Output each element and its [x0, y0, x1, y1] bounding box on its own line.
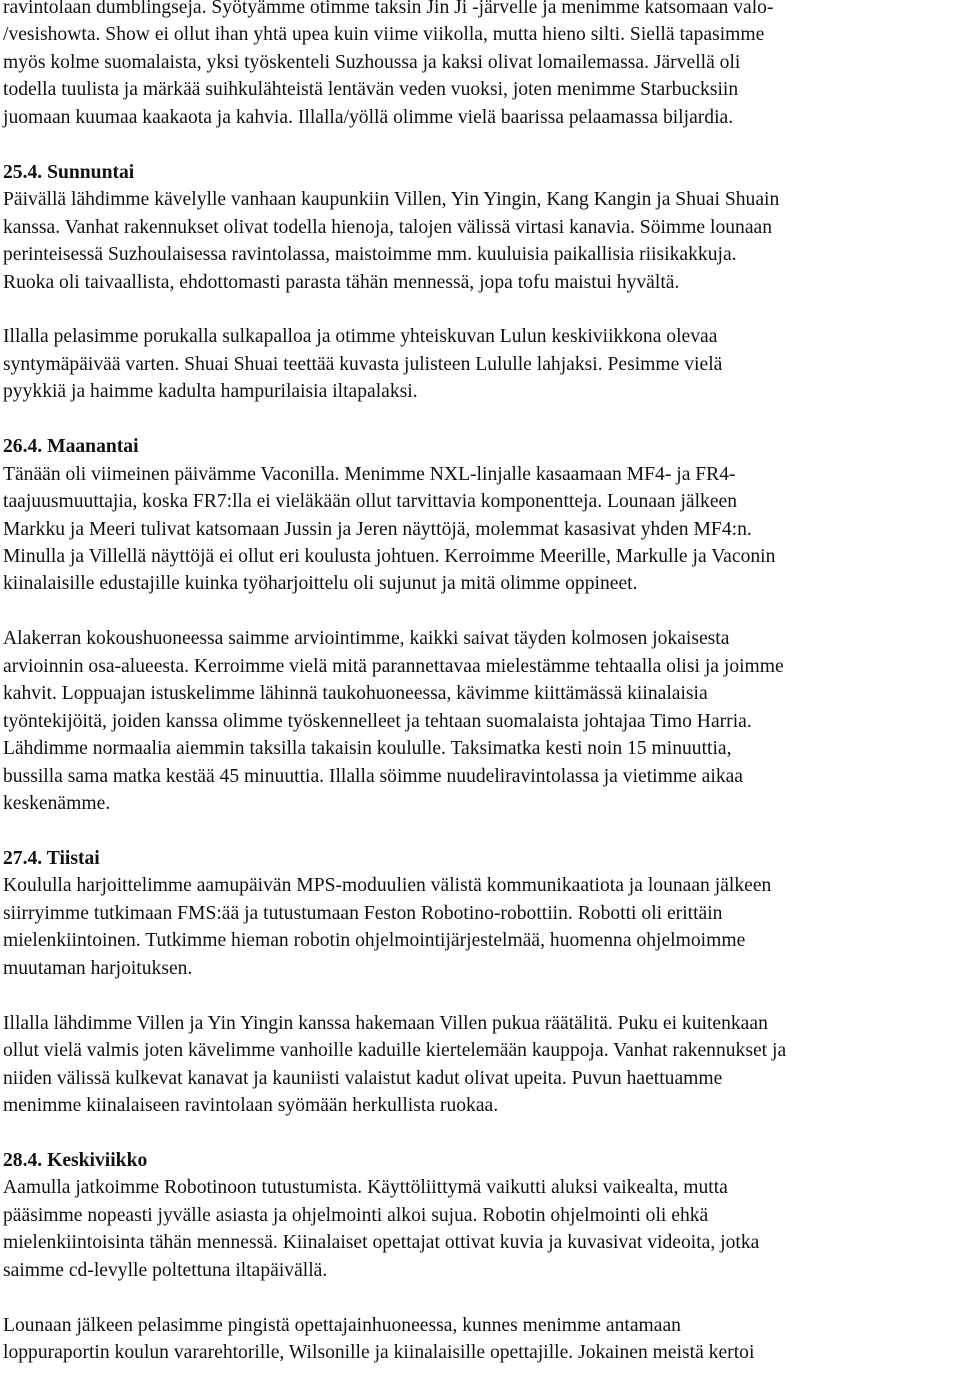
text-line: Markku ja Meeri tulivat katsomaan Jussin ja Jeren näyttöjä, molemmat kasasivat yhden MF4:n. [3, 518, 752, 540]
text-line: mielenkiintoisinta tähän mennessä. Kiinalaiset opettajat ottivat kuvia ja kuvasivat videoita, jotka [3, 1232, 760, 1254]
text-line: siirryimme tutkimaan FMS:ää ja tutustumaan Feston Robotino-robottiin. Robotti oli erittäin [3, 902, 723, 924]
paragraph [3, 1312, 955, 1367]
text-line: Päivällä lähdimme kävelylle vanhaan kaupunkiin Villen, Yin Yingin, Kang Kangin ja Shuai Shuain [3, 189, 780, 211]
text-line: menimme kiinalaiseen ravintolaan syömään herkullista ruokaa. [3, 1095, 499, 1117]
text-line: Alakerran kokoushuoneessa saimme arviointimme, kaikki saivat täyden kolmosen jokaisesta [3, 628, 730, 650]
section-wednesday [3, 1147, 955, 1284]
text-line: pyykkiä ja haimme kadulta hampurilaisia iltapalaksi. [3, 381, 418, 403]
text-line: Ruoka oli taivaallista, ehdottomasti parasta tähän mennessä, jopa tofu maistui hyvältä. [3, 271, 680, 293]
text-line: loppuraportin koulun vararehtorille, Wilsonille ja kiinalaisille opettajille. Jokainen meistä kertoi [3, 1342, 755, 1364]
text-line: työntekijöitä, joiden kanssa olimme työskennelleet ja tehtaan suomalaista johtajaa Timo Harria. [3, 710, 752, 732]
text-line: Koululla harjoittelimme aamupäivän MPS-moduulien välistä kommunikaatiota ja lounaan jälkeen [3, 875, 772, 897]
section-monday [3, 433, 955, 598]
document-page [3, 0, 955, 1394]
section-heading: 25.4. Sunnuntai [3, 161, 135, 183]
text-line: todella tuulista ja märkää suihkulähteistä lentävän veden vuoksi, joten menimme Starbucksiin [3, 79, 739, 101]
text-line: ravintolaan dumblingseja. Syötyämme otimme taksin Jin Ji -järvelle ja menimme katsomaan valo- [3, 0, 774, 18]
text-line: kiinalaisille edustajille kuinka työharjoittelu oli sujunut ja mitä olimme oppineet. [3, 573, 638, 595]
text-line: /vesishowta. Show ei ollut ihan yhtä upea kuin viime viikolla, mutta hieno silti. Siellä tapasimme [3, 24, 765, 46]
text-line: keskenämme. [3, 793, 111, 815]
text-line: juomaan kuumaa kaakaota ja kahvia. Illalla/yöllä olimme vielä baarissa pelaamassa biljardia. [3, 106, 734, 128]
text-line: muutaman harjoituksen. [3, 957, 193, 979]
text-line: kahvit. Loppuajan istuskelimme lähinnä taukohuoneessa, kävimme kiittämässä kiinalaisia [3, 683, 708, 705]
text-line: Illalla pelasimme porukalla sulkapalloa ja otimme yhteiskuvan Lulun keskiviikkona olevaa [3, 326, 718, 348]
text-line: kanssa. Vanhat rakennukset olivat todella hienoja, talojen välissä virtasi kanavia. Söimme lounaan [3, 216, 773, 238]
text-line: Minulla ja Villellä näyttöjä ei ollut eri koulusta johtuen. Kerroimme Meerille, Markulle ja Vaconin [3, 546, 776, 568]
text-line: bussilla sama matka kestää 45 minuuttia. Illalla söimme nuudeliravintolassa ja vietimme aikaa [3, 765, 744, 787]
paragraph [3, 625, 955, 817]
text-line: syntymäpäivää varten. Shuai Shuai teettää kuvasta julisteen Lululle lahjaksi. Pesimme vielä [3, 353, 723, 375]
text-line: arvioinnin osa-alueesta. Kerroimme vielä mitä parannettavaa mielestämme tehtaalla olisi ja joimme [3, 655, 784, 677]
paragraph [3, 0, 955, 131]
text-line: myös kolme suomalaista, yksi työskenteli Suzhoussa ja kaksi olivat lomailemassa. Järvellä oli [3, 51, 741, 73]
section-heading: 27.4. Tiistai [3, 847, 100, 869]
section-heading: 26.4. Maanantai [3, 436, 139, 458]
text-line: Illalla lähdimme Villen ja Yin Yingin kanssa hakemaan Villen pukua räätälitä. Puku ei kuitenkaan [3, 1012, 768, 1034]
text-line: ollut vielä valmis joten kävelimme vanhoille kaduille kiertelemään kauppoja. Vanhat rakennukset ja [3, 1040, 787, 1062]
text-line: Lounaan jälkeen pelasimme pingistä opettajainhuoneessa, kunnes menimme antamaan [3, 1314, 681, 1336]
text-line: saimme cd-levylle poltettuna iltapäivällä. [3, 1259, 328, 1281]
text-line: Tänään oli viimeinen päivämme Vaconilla. Menimme NXL-linjalle kasaamaan MF4- ja FR4- [3, 463, 736, 485]
paragraph [3, 323, 955, 405]
text-line: Lähdimme normaalia aiemmin taksilla takaisin koululle. Taksimatka kesti noin 15 minuuttia, [3, 738, 732, 760]
paragraph [3, 1010, 955, 1120]
text-line: mielenkiintoinen. Tutkimme hieman robotin ohjelmointijärjestelmää, huomenna ohjelmoimme [3, 930, 746, 952]
text-line: Aamulla jatkoimme Robotinoon tutustumista. Käyttöliittymä vaikutti aluksi vaikealta, mutta [3, 1177, 728, 1199]
text-line: perinteisessä Suzhoulaisessa ravintolassa, maistoimme mm. kuuluisia paikallisia riisikakkuja. [3, 244, 737, 266]
section-heading: 28.4. Keskiviikko [3, 1149, 148, 1171]
section-sunday [3, 159, 955, 296]
text-line: taajuusmuuttajia, koska FR7:lla ei vieläkään ollut tarvittavia komponentteja. Lounaan jälkeen [3, 491, 738, 513]
text-line: niiden välissä kulkevat kanavat ja kauniisti valaistut kadut olivat upeita. Puvun haettuamme [3, 1067, 723, 1089]
text-line: pääsimme nopeasti jyvälle asiasta ja ohjelmointi alkoi sujua. Robotin ohjelmointi oli ehkä [3, 1204, 709, 1226]
section-tuesday [3, 845, 955, 982]
